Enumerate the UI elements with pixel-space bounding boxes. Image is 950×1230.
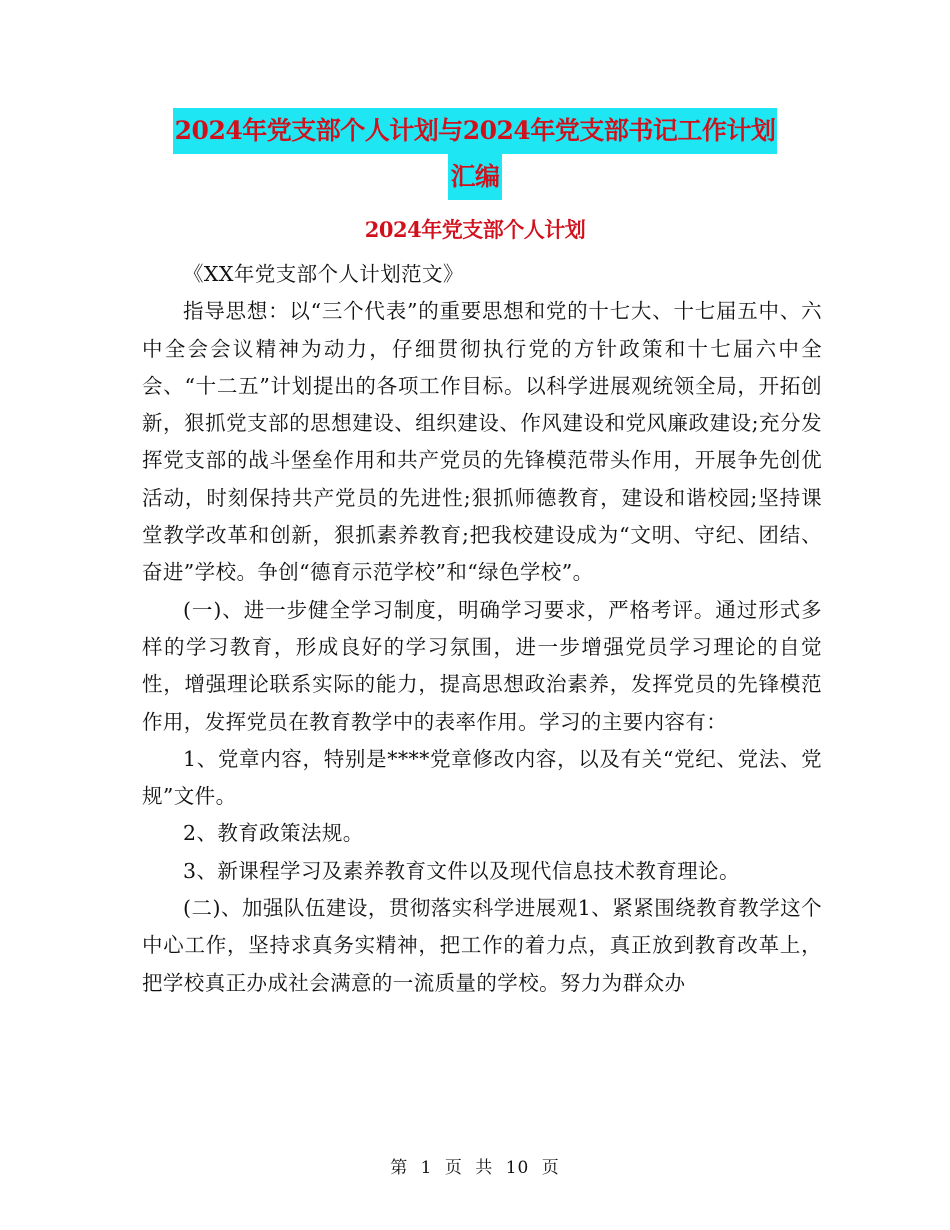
footer-current-page: 1 bbox=[420, 1158, 433, 1178]
paragraph-item-1: 1、党章内容，特别是****党章修改内容，以及有关“党纪、党法、党规”文件。 bbox=[142, 746, 822, 809]
title-line-1: 2024年党支部个人计划与2024年党支部书记工作计划 bbox=[173, 108, 778, 154]
paragraph-section-two: (二)、加强队伍建设，贯彻落实科学进展观1、紧紧围绕教育教学这个中心工作，坚持求真务实精神，把工作的着力点，真正放到教育改革上，把学校真正办成社会满意的一流质量的学校。努力为群众办 bbox=[142, 896, 822, 995]
footer-total-pages: 10 bbox=[505, 1158, 530, 1178]
document-body bbox=[142, 256, 822, 1002]
page-footer bbox=[0, 1153, 950, 1178]
document-title bbox=[0, 108, 950, 200]
paragraph-source: 《XX年党支部个人计划范文》 bbox=[183, 262, 464, 286]
footer-suffix: 页 bbox=[541, 1158, 560, 1178]
footer-prefix: 第 bbox=[390, 1158, 409, 1178]
paragraph-item-3: 3、新课程学习及素养教育文件以及现代信息技术教育理论。 bbox=[183, 858, 740, 883]
paragraph-item-2: 2、教育政策法规。 bbox=[183, 821, 364, 846]
footer-total-prefix: 共 bbox=[475, 1158, 494, 1178]
title-line-2: 汇编 bbox=[448, 154, 501, 200]
section-title: 2024年党支部个人计划 bbox=[364, 217, 586, 242]
paragraph-section-one: (一)、进一步健全学习制度，明确学习要求，严格考评。通过形式多样的学习教育，形成良好的学习氛围，进一步增强党员学习理论的自觉性，增强理论联系实际的能力，提高思想政治素养，发挥党员的先锋模范作用，发挥党员在教育教学中的表率作用。学习的主要内容有： bbox=[142, 597, 822, 734]
paragraph-guiding-thought: 指导思想：以“三个代表”的重要思想和党的十七大、十七届五中、六中全会会议精神为动力，仔细贯彻执行党的方针政策和十七届六中全会、“十二五”计划提出的各项工作目标。以科学进展观统领全局，开拓创新，狠抓党支部的思想建设、组织建设、作风建设和党风廉政建设;充分发挥党支部的战斗堡垒作用和共产党员的先锋模范带头作用，开展争先创优活动，时刻保持共产党员的先进性;狠抓师德教育，建设和谐校园;坚持课堂教学改革和创新，狠抓素养教育;把我校建设成为“文明、守纪、团结、奋进”学校。争创“德育示范学校”和“绿色学校”。 bbox=[142, 299, 822, 585]
footer-page-label: 页 bbox=[444, 1158, 463, 1178]
